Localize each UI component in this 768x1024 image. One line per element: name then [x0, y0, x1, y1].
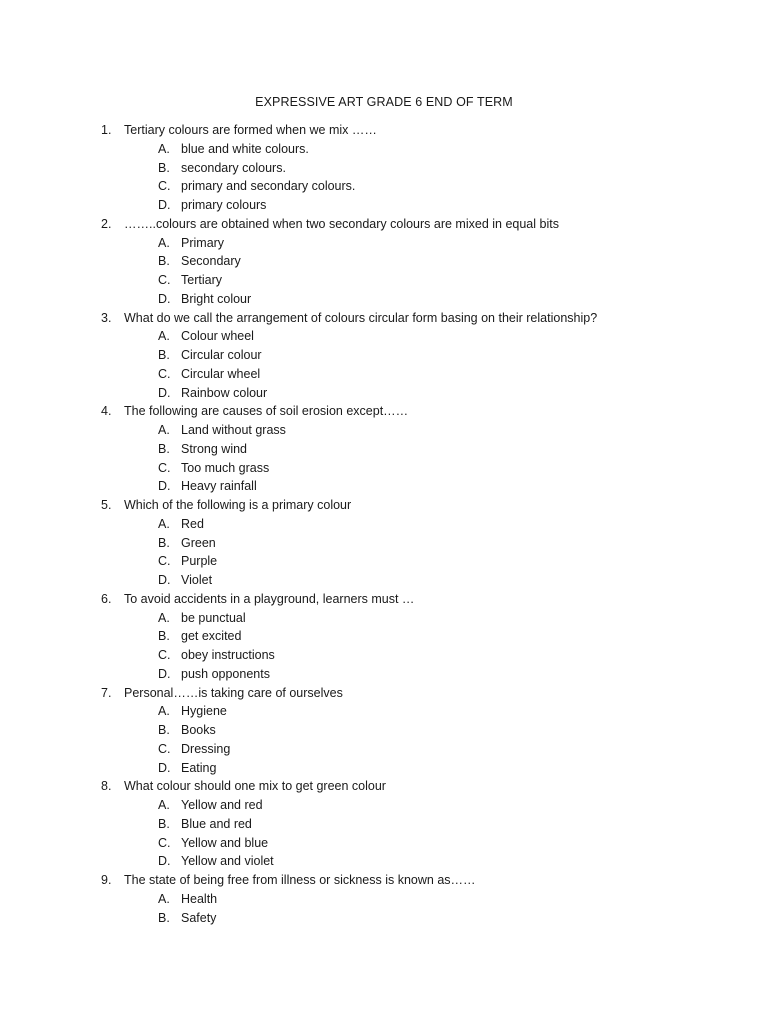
option-letter: C. — [158, 366, 171, 381]
option-c — [0, 459, 768, 478]
option-c — [0, 834, 768, 853]
option-text: primary colours — [181, 198, 267, 212]
option-text: primary and secondary colours. — [181, 179, 356, 194]
option-b — [0, 159, 768, 178]
option-a — [0, 515, 768, 534]
option-b — [0, 627, 768, 646]
option-text: Circular colour — [181, 348, 262, 362]
option-text: Rainbow colour — [181, 385, 268, 400]
question-text: To avoid accidents in a playground, learners must … — [124, 591, 415, 606]
option-text: Colour wheel — [181, 329, 254, 344]
option-letter: A. — [158, 798, 170, 812]
question-number: 6. — [101, 591, 112, 606]
option-list — [0, 515, 768, 590]
option-list — [0, 140, 768, 215]
question-line — [0, 684, 768, 703]
question-line — [0, 496, 768, 515]
question-3 — [0, 309, 768, 403]
option-list — [0, 421, 768, 496]
option-a — [0, 327, 768, 346]
question-text: ……..colours are obtained when two secondary colours are mixed in equal bits — [124, 216, 559, 231]
question-text: What do we call the arrangement of colours circular form basing on their relationship? — [124, 310, 598, 325]
option-text: Books — [181, 723, 216, 737]
option-letter: C. — [158, 741, 171, 756]
option-letter: A. — [158, 891, 170, 906]
option-list — [0, 609, 768, 684]
option-letter: A. — [158, 235, 170, 250]
option-text: get excited — [181, 629, 242, 644]
question-7 — [0, 684, 768, 778]
option-letter: A. — [158, 610, 170, 625]
option-c — [0, 552, 768, 571]
option-letter: A. — [158, 329, 170, 344]
question-9 — [0, 871, 768, 927]
question-text: Personal……is taking care of ourselves — [124, 685, 343, 700]
option-list — [0, 702, 768, 777]
option-text: Strong wind — [181, 441, 248, 456]
option-text: Yellow and blue — [181, 835, 269, 850]
question-line — [0, 777, 768, 796]
option-text: Primary — [181, 235, 225, 250]
option-b — [0, 346, 768, 365]
option-a — [0, 890, 768, 909]
question-number: 5. — [101, 498, 112, 512]
question-2 — [0, 215, 768, 309]
option-a — [0, 609, 768, 628]
option-d — [0, 384, 768, 403]
option-b — [0, 440, 768, 459]
option-letter: B. — [158, 254, 170, 269]
option-d — [0, 852, 768, 871]
option-letter: A. — [158, 516, 170, 531]
question-line — [0, 309, 768, 328]
question-number: 9. — [101, 873, 112, 887]
option-d — [0, 759, 768, 778]
option-list — [0, 890, 768, 928]
option-text: Violet — [181, 573, 213, 587]
question-number: 7. — [101, 685, 112, 700]
option-text: Blue and red — [181, 816, 252, 831]
question-number: 4. — [101, 404, 112, 419]
option-d — [0, 665, 768, 684]
question-number: 8. — [101, 779, 112, 794]
document-title: EXPRESSIVE ART GRADE 6 END OF TERM — [255, 95, 513, 109]
option-letter: D. — [158, 573, 171, 587]
option-text: Bright colour — [181, 291, 252, 306]
option-letter: C. — [158, 648, 171, 662]
option-a — [0, 421, 768, 440]
option-b — [0, 815, 768, 834]
question-number: 3. — [101, 310, 112, 325]
option-d — [0, 571, 768, 590]
question-text: What colour should one mix to get green colour — [124, 779, 386, 794]
option-letter: D. — [158, 198, 171, 212]
question-line — [0, 871, 768, 890]
option-text: Hygiene — [181, 704, 227, 719]
question-1 — [0, 121, 768, 215]
option-letter: D. — [158, 291, 171, 306]
option-letter: C. — [158, 273, 171, 287]
option-text: Green — [181, 535, 216, 550]
option-text: secondary colours. — [181, 160, 286, 175]
option-text: Tertiary — [181, 273, 222, 287]
option-text: Circular wheel — [181, 366, 261, 381]
option-letter: B. — [158, 441, 170, 456]
option-text: Health — [181, 891, 218, 906]
option-letter: B. — [158, 723, 170, 737]
option-text: Too much grass — [181, 460, 270, 475]
option-letter: A. — [158, 704, 170, 719]
option-b — [0, 534, 768, 553]
option-d — [0, 290, 768, 309]
option-a — [0, 702, 768, 721]
question-line — [0, 121, 768, 140]
question-text: The following are causes of soil erosion except…… — [124, 404, 409, 419]
option-d — [0, 477, 768, 496]
question-line — [0, 402, 768, 421]
question-list — [0, 121, 768, 927]
option-a — [0, 796, 768, 815]
question-text: The state of being free from illness or sickness is known as…… — [124, 873, 476, 887]
question-8 — [0, 777, 768, 871]
option-letter: A. — [158, 423, 170, 437]
question-5 — [0, 496, 768, 590]
option-c — [0, 646, 768, 665]
option-b — [0, 909, 768, 928]
option-letter: C. — [158, 554, 171, 569]
option-text: Land without grass — [181, 423, 286, 437]
option-b — [0, 721, 768, 740]
question-line — [0, 215, 768, 234]
option-letter: B. — [158, 160, 170, 175]
option-letter: D. — [158, 854, 171, 869]
option-text: Purple — [181, 554, 218, 569]
question-text: Which of the following is a primary colour — [124, 498, 352, 512]
option-list — [0, 796, 768, 871]
option-letter: D. — [158, 385, 171, 400]
option-c — [0, 740, 768, 759]
option-c — [0, 365, 768, 384]
option-text: Heavy rainfall — [181, 479, 257, 494]
option-letter: B. — [158, 910, 170, 925]
option-letter: C. — [158, 835, 171, 850]
option-a — [0, 234, 768, 253]
question-6 — [0, 590, 768, 684]
option-letter: B. — [158, 816, 170, 831]
option-d — [0, 196, 768, 215]
question-number: 2. — [101, 216, 112, 231]
option-text: Secondary — [181, 254, 241, 269]
option-text: Yellow and red — [181, 798, 263, 812]
question-number: 1. — [101, 123, 112, 137]
option-letter: D. — [158, 760, 171, 775]
option-text: be punctual — [181, 610, 246, 625]
option-list — [0, 327, 768, 402]
option-b — [0, 252, 768, 271]
question-4 — [0, 402, 768, 496]
option-letter: C. — [158, 460, 171, 475]
option-list — [0, 234, 768, 309]
option-text: Yellow and violet — [181, 854, 274, 869]
option-text: Eating — [181, 760, 217, 775]
option-letter: D. — [158, 666, 171, 681]
question-line — [0, 590, 768, 609]
option-text: obey instructions — [181, 648, 275, 662]
option-letter: B. — [158, 348, 170, 362]
option-c — [0, 271, 768, 290]
option-letter: B. — [158, 535, 170, 550]
option-text: Safety — [181, 910, 217, 925]
question-text: Tertiary colours are formed when we mix …… — [124, 123, 377, 137]
option-letter: C. — [158, 179, 171, 194]
option-letter: D. — [158, 479, 171, 494]
option-text: push opponents — [181, 666, 270, 681]
option-text: Dressing — [181, 741, 231, 756]
option-text: blue and white colours. — [181, 141, 309, 156]
option-letter: A. — [158, 141, 170, 156]
option-text: Red — [181, 516, 204, 531]
option-c — [0, 177, 768, 196]
option-a — [0, 140, 768, 159]
option-letter: B. — [158, 629, 170, 644]
